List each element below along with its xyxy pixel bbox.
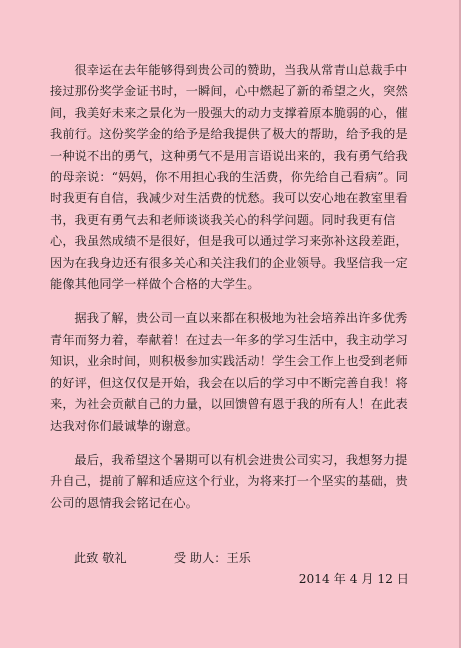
closing-salute: 此致 敬礼 [74,551,127,565]
paragraph-gap [50,437,415,450]
paragraph-2: 据我了解，贵公司一直以来都在积极地为社会培养出许多优秀青年而努力着，奉献着！在过去一年多的学习生活中，我主动学习知识，业余时间，则积极参加实践活动！学生会工作上也受到老师的好评，但这仅仅是开始，我会在以后的学习中不断完善自我！将来，为社会贡献自己的力量，以回馈曾有恩于我的所有人！在此表达我对你们最诚挚的谢意。 [50,311,408,433]
letter-body [50,60,415,514]
letter-date: 2014 年 4 月 12 日 [298,572,409,586]
paragraph-1: 很幸运在去年能够得到贵公司的赞助，当我从常青山总裁手中接过那份奖学金证书时，一瞬间，心中燃起了新的希望之火，突然间，我美好未来之景化为一股强大的动力支撑着原本脆弱的心，催我前行。这份奖学金的给予是给我提供了极大的帮助，给予我的是一种说不出的勇气，这种勇气不是用言语说出来的，我有勇气给我的母亲说：“妈妈，你不用担心我的生活费，你先给自己看病”。同时我更有自信，我减少对生活费的忧愁。我可以安心地在教室里看书，我更有勇气去和老师谈谈我关心的科学问题。同时我更有信心，我虽然成绩不是很好，但是我可以通过学习来弥补这段差距，因为在我身边还有很多关心和关注我们的企业领导。我坚信我一定能像其他同学一样做个合格的大学生。 [50,63,409,292]
paragraph-gap [50,295,415,308]
closing-line [74,548,251,569]
paragraph-3: 最后，我希望这个暑期可以有机会进贵公司实习，我想努力提升自己，提前了解和适应这个行业，为将来打一个坚实的基础，贵公司的恩情我会铭记在心。 [50,452,408,510]
signature: 受 助人：王乐 [173,551,251,565]
